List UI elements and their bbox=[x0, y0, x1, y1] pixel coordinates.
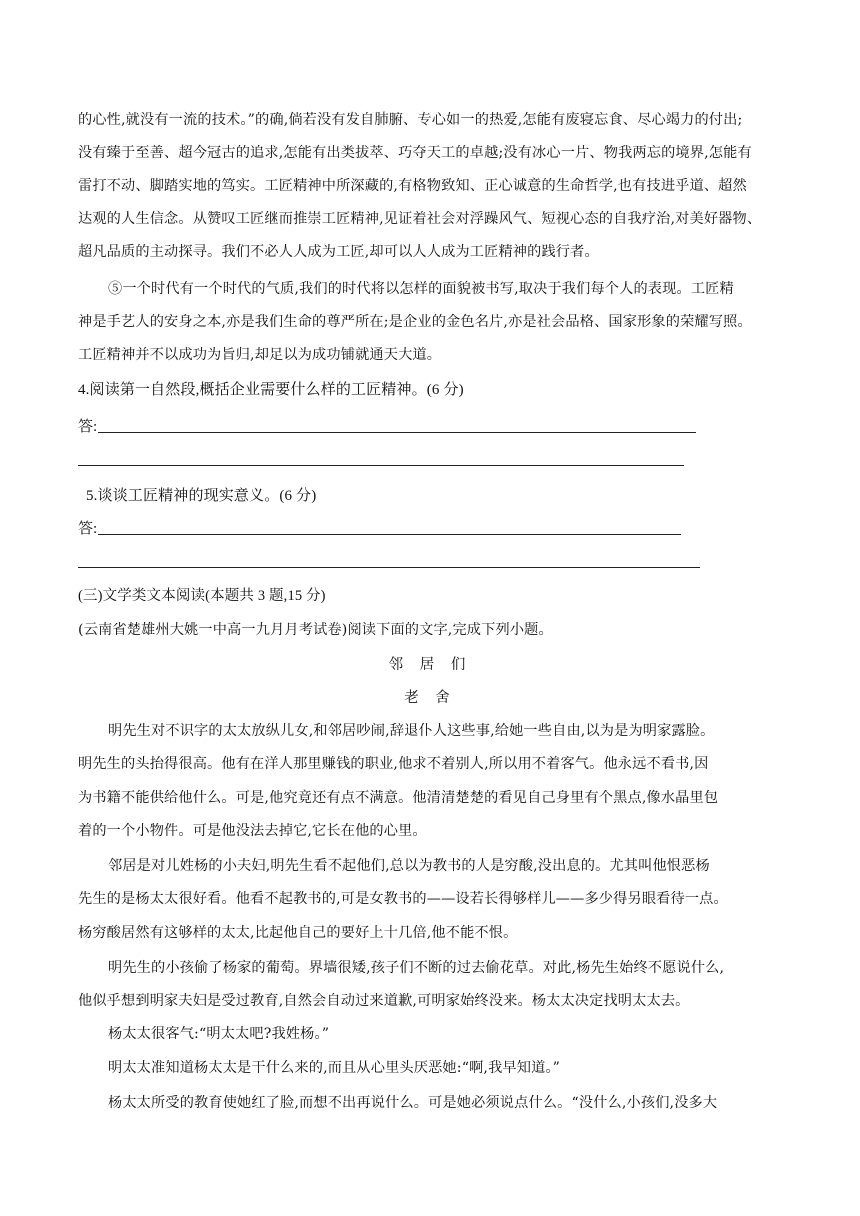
story-line: 为书籍不能供给他什么。可是,他究竟还有点不满意。他清清楚楚的看见自己身里有个黑点,像水晶里包 bbox=[78, 790, 719, 806]
source-line: (云南省楚雄州大姚一中高一九月月考试卷)阅读下面的文字,完成下列小题。 bbox=[78, 622, 553, 638]
story-title: 邻 居 们 bbox=[388, 657, 472, 673]
answer-label: 答: bbox=[78, 419, 98, 435]
passage-line: 雷打不动、脚踏实地的笃实。工匠精神中所深藏的,有格物致知、正心诚意的生命哲学,也有技进乎道、超然 bbox=[78, 178, 747, 194]
story-line: 杨太太所受的教育使她红了脸,而想不出再说什么。可是她必须说点什么。“没什么,小孩们,没多大 bbox=[108, 1095, 718, 1111]
section-heading: (三)文学类文本阅读(本题共 3 题,15 分) bbox=[78, 588, 326, 604]
question-5: 5.谈谈工匠精神的现实意义。(6 分) bbox=[86, 488, 317, 504]
story-line: 杨太太很客气:“明太太吧?我姓杨。” bbox=[108, 1026, 330, 1042]
passage-line: 达观的人生信念。从赞叹工匠继而推崇工匠精神,见证着社会对浮躁风气、短视心态的自我疗治,对美好器物、 bbox=[78, 211, 762, 227]
answer-label: 答: bbox=[78, 521, 98, 537]
story-line: 明先生的头抬得很高。他有在洋人那里赚钱的职业,他求不着别人,所以用不着客气。他永远不看书,因 bbox=[78, 756, 709, 772]
question-4: 4.阅读第一自然段,概括企业需要什么样的工匠精神。(6 分) bbox=[78, 382, 464, 398]
story-line: 他似乎想到明家夫妇是受过教育,自然会自动过来道歉,可明家始终没来。杨太太决定找明太太去。 bbox=[78, 993, 690, 1009]
story-line: 明太太准知道杨太太是干什么来的,而且从心里头厌恶她:“啊,我早知道。” bbox=[108, 1060, 561, 1076]
story-author: 老 舍 bbox=[404, 690, 456, 706]
story-line: 明先生的小孩偷了杨家的葡萄。界墙很矮,孩子们不断的过去偷花草。对此,杨先生始终不愿说什么, bbox=[108, 960, 725, 976]
passage-line: 没有臻于至善、超今冠古的追求,怎能有出类拔萃、巧夺天工的卓越;没有冰心一片、物我两忘的境界,怎能有 bbox=[78, 145, 752, 161]
story-line: 杨穷酸居然有这够样的太太,比起他自己的要好上十几倍,他不能不恨。 bbox=[78, 925, 518, 941]
story-line: 先生的是杨太太很好看。他看不起教书的,可是女教书的——设若长得够样儿——多少得另眼看待一点。 bbox=[78, 891, 728, 907]
answer-line[interactable] bbox=[78, 567, 700, 568]
paragraph-5-line: 工匠精神并不以成功为旨归,却足以为成功铺就通天大道。 bbox=[78, 347, 442, 363]
passage-line: 超凡品质的主动探寻。我们不必人人成为工匠,却可以人人成为工匠精神的践行者。 bbox=[78, 244, 599, 260]
paragraph-5-line: ⑤一个时代有一个时代的气质,我们的时代将以怎样的面貌被书写,取决于我们每个人的表现。工匠精 bbox=[108, 281, 734, 297]
answer-line[interactable] bbox=[78, 465, 684, 466]
story-line: 明先生对不识字的太太放纵儿女,和邻居吵闹,辞退仆人这些事,给她一些自由,以为是为明家露脸。 bbox=[108, 723, 715, 739]
story-line: 着的一个小物件。可是他没法去掉它,它长在他的心里。 bbox=[78, 823, 427, 839]
story-line: 邻居是对儿姓杨的小夫妇,明先生看不起他们,总以为教书的人是穷酸,没出息的。尤其叫他恨恶杨 bbox=[108, 858, 710, 874]
answer-line[interactable] bbox=[98, 432, 696, 433]
answer-line[interactable] bbox=[98, 534, 681, 535]
paragraph-5-line: 神是手艺人的安身之本,亦是我们生命的尊严所在;是企业的金色名片,亦是社会品格、国家形象的荣耀写照。 bbox=[78, 314, 752, 330]
passage-line: 的心性,就没有一流的技术。”的确,倘若没有发自肺腑、专心如一的热爱,怎能有废寝忘食、尽心竭力的付出; bbox=[78, 112, 743, 128]
